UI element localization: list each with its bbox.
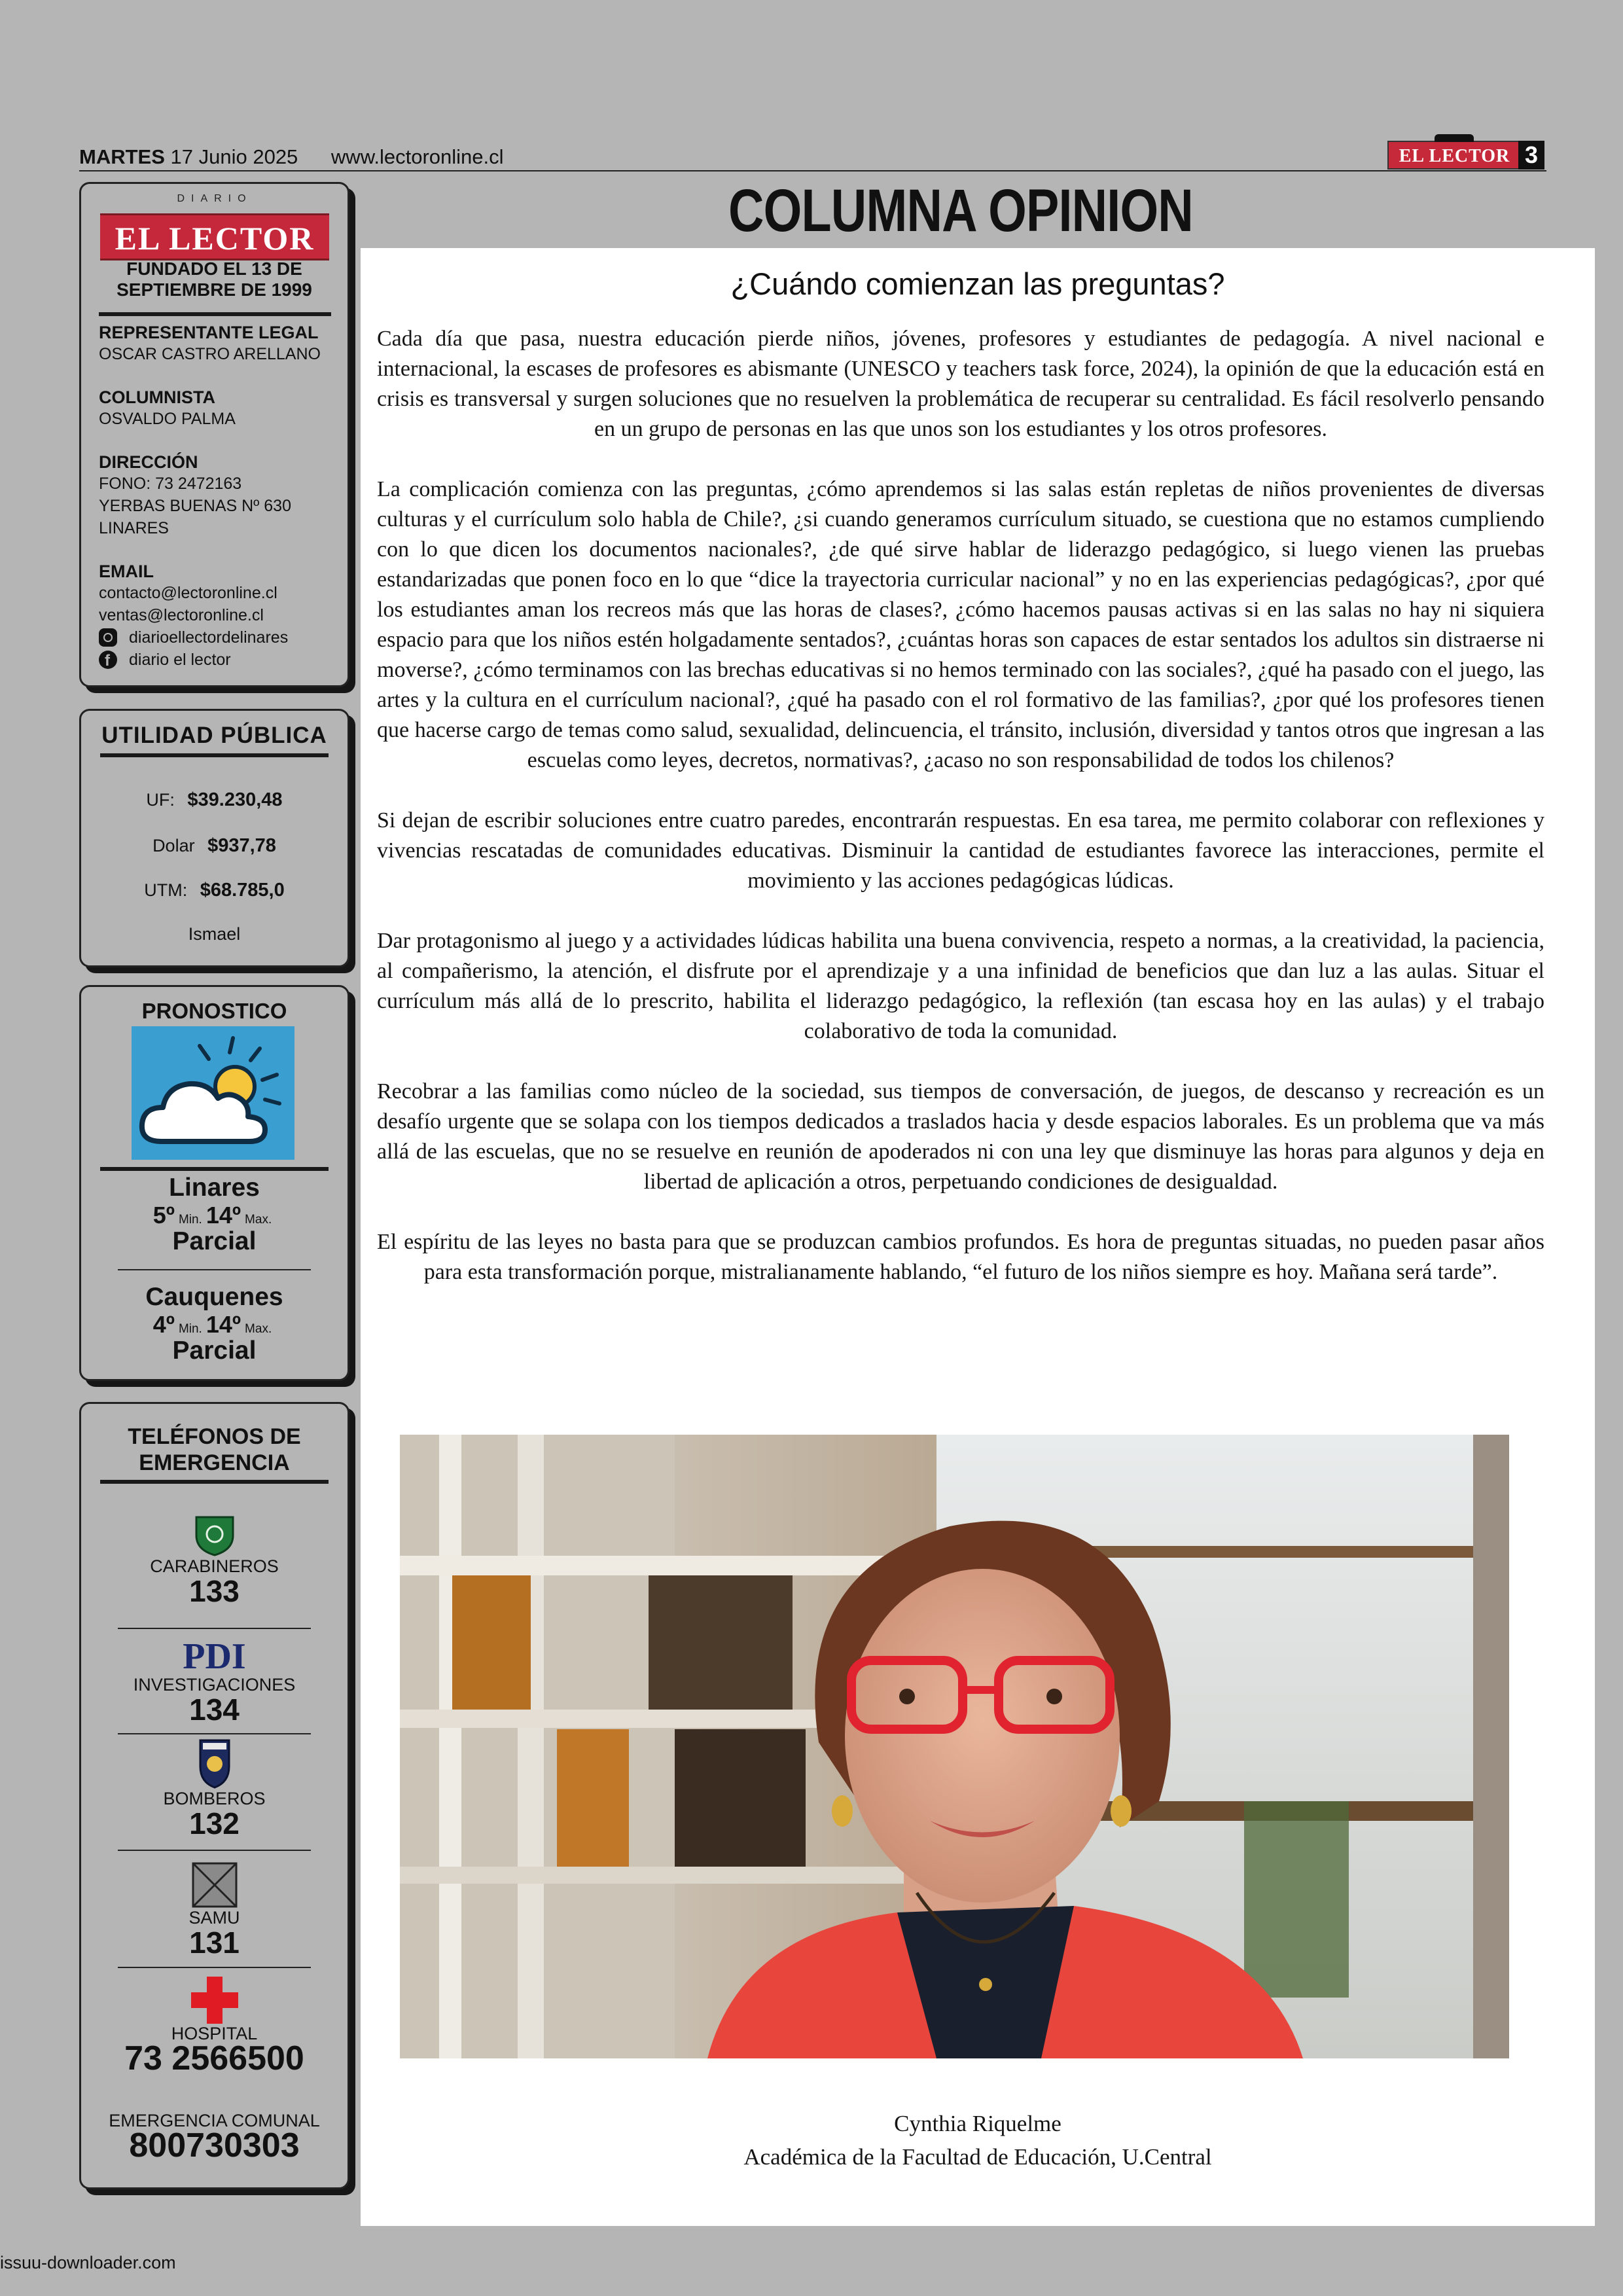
email-ventas[interactable]: ventas@lectoronline.cl [99,606,264,624]
utilidad-rule [100,753,329,757]
address-phone: FONO: 73 2472163 [99,475,242,493]
article-paragraph: Dar protagonismo al juego y a actividades lúdicas habilita una buena convivencia, respeto a normas, a la creatividad, la paciencia, al compañerismo, la atención, el disfrute por el aprendizaje y a una infinidad de beneficios que dan luz a las aulas. Situar el currículum más allá de lo prescrito, habilita el liderazgo pedagógico, la reflexión (tan escasa hoy en las aulas) y el trabajo colaborativo de toda la comunidad. [377,929,1544,1043]
linares-min: 5º [152,1202,175,1229]
pronostico-title: PRONOSTICO [141,999,287,1023]
article [361,248,1595,2226]
city-linares-name: Linares [169,1174,260,1202]
tel-emergencia-comunal-name: EMERGENCIA COMUNAL [109,2111,320,2130]
pdi-logo-icon: PDI [183,1636,246,1677]
author-photo [400,1435,1509,2058]
masthead-diario: DIARIO [177,193,253,204]
header-logo-cap [1435,134,1474,142]
samu-placeholder-icon [192,1862,238,1908]
city-cauquenes-condition: Parcial [172,1336,257,1365]
bomberos-badge-icon [195,1736,234,1789]
instagram-link[interactable] [99,626,334,649]
dolar-row [81,835,348,857]
article-paragraph: La complicación comienza con las preguntas, ¿cómo aprendemos si las salas están repletas de niños provenientes de diversas culturas y el currículum solo habla de Chile?, ¿si cuando generamos currículum situado, se cuestiona que no estamos cumpliendo con lo que dicen los documentos nacionales?, ¿de qué sirve hablar de liderazgo pedagógico, si luego vienen las pruebas estandarizadas que ponen foco en lo que “dice la trayectoria curricular nacional” y no en las experiencias pedagógicas?, ¿por qué los estudiantes aman los recreos más que las horas de clases?, ¿cómo hacemos pausas activas si en las salas no hay ni siquiera espacio para que los niños estén holgadamente sentados?, ¿cuántas horas son capaces de estar sentados los adultos sin distraerse ni moverse?, ¿cómo terminamos con las brechas educativas si no hemos terminado con las sociales?, ¿qué ha pasado con el juego, las artes y la cultura en el currículum nacional?, ¿qué ha pasado con el rol formativo de las familias?, ¿por qué los profesores tienen que hacerse cargo de temas como salud, sexualidad, delincuencia, el tránsito, inclusión, diversidad y tantos otros que ingresan a las escuelas como leyes, decretos, normativas?, ¿acaso no son responsabilidad de todos los chilenos? [377,477,1544,772]
instagram-handle: diarioellectordelinares [129,628,289,647]
tel-investigaciones-name: INVESTIGACIONES [133,1675,296,1695]
columnist-value: OSVALDO PALMA [99,410,236,428]
cauquenes-min: 4º [152,1311,175,1338]
saint-of-day: Ismael [188,924,241,944]
uf-row [81,789,348,811]
header-rule [79,170,1546,171]
tel-carabineros [81,1512,348,1606]
founded-text [81,259,348,300]
facebook-icon [99,651,117,669]
tel-bomberos-name: BOMBEROS [163,1789,266,1808]
tel-emergencia-comunal [81,2111,348,2164]
header-logo [1387,141,1522,170]
city-linares-condition: Parcial [172,1227,257,1255]
utilidad-title: UTILIDAD PÚBLICA [101,723,327,748]
carabineros-shield-icon [192,1512,237,1556]
email-contacto[interactable]: contacto@lectoronline.cl [99,584,277,602]
header-date-line [79,145,504,169]
tel-bomberos-number[interactable]: 132 [189,1806,240,1840]
city-cauquenes-name: Cauquenes [145,1283,283,1311]
footer-source: issuu-downloader.com [0,2253,176,2272]
utm-value: $68.785,0 [200,880,285,901]
dolar-value: $937,78 [207,835,276,856]
columnist-label: COLUMNISTA [99,387,215,407]
dolar-label: Dolar [152,836,195,855]
article-paragraph: Si dejan de escribir soluciones entre cuatro paredes, encontrarán respuestas. En esa tarea, me permito colaborar con reflexiones y vivencias rescatadas de comunidades educativas. Disminuir la cantidad de estudiantes favorece las interacciones, permite el movimiento y las acciones pedagógicas lúdicas. [377,808,1544,893]
cauquenes-max-label: Max. [245,1322,272,1336]
article-body [377,324,1544,1318]
tel-investigaciones-number[interactable]: 134 [189,1693,240,1727]
tel-carabineros-name: CARABINEROS [150,1556,279,1576]
tel-hospital-number[interactable]: 73 2566500 [124,2039,304,2077]
city-linares-temps [81,1202,348,1229]
author-title: Académica de la Facultad de Educación, U.Central [743,2144,1212,2170]
masthead-logo [100,193,329,260]
linares-min-label: Min. [178,1213,202,1227]
utilidad-publica-box [79,709,349,967]
linares-max: 14º [205,1202,241,1229]
city-cauquenes-temps [81,1311,348,1338]
staff-rule [99,312,331,316]
tel-samu [81,1862,348,1958]
pronostico-rule [100,1167,329,1171]
pronostico-box [79,985,349,1381]
article-paragraph: El espíritu de las leyes no basta para que se produzcan cambios profundos. Es hora de preguntas situadas, no pueden pasar años para esta transformación porque, mistralianamente hablando, “el futuro de los niños siempre es hoy. Mañana será tarde”. [377,1230,1544,1284]
address-street: YERBAS BUENAS Nº 630 [99,497,291,515]
tel-emergencia-comunal-number[interactable]: 800730303 [129,2126,300,2164]
facebook-link[interactable] [99,649,334,671]
cauquenes-min-label: Min. [178,1322,202,1336]
cauquenes-max: 14º [205,1311,241,1338]
uf-value: $39.230,48 [187,789,283,810]
staff-info [99,312,334,671]
utm-label: UTM: [144,880,188,900]
instagram-icon [99,628,117,647]
info-box [79,182,349,687]
page-number: 3 [1518,141,1544,170]
header-logo-text: EL LECTOR [1399,146,1510,166]
section-title: COLUMNA OPINION [728,177,1193,244]
tel-divider [118,1733,311,1734]
tel-hospital [81,1977,348,2077]
tel-divider [118,1850,311,1851]
telefonos-title-line-2: EMERGENCIA [139,1450,290,1475]
telefonos-title-line-1: TELÉFONOS DE [128,1424,301,1449]
header-day: MARTES [79,145,165,168]
article-paragraph: Recobrar a las familias como núcleo de la sociedad, sus tiempos de conversación, de juegos, de descanso y recreación es un desafío urgente que se solapa con los tiempos dedicados a traslados hacia y desde espacios laborales. Es un problema que va más allá de las escuelas, que no se resuelve en reunión de apoderados ni con una ley que disminuye las horas para algunos y deja en libertad de aplicación a otros, perpetuando condiciones de desigualdad. [377,1079,1544,1194]
tel-divider [118,1967,311,1968]
page-header [79,145,1545,171]
legal-label: REPRESENTANTE LEGAL [99,323,319,342]
telefonos-rule [100,1480,329,1484]
utm-row [81,880,348,901]
partly-cloudy-icon [132,1026,294,1160]
address-city: LINARES [99,519,169,537]
author-name: Cynthia Riquelme [894,2111,1061,2136]
linares-max-label: Max. [245,1213,272,1227]
pronostico-divider [118,1269,311,1270]
masthead-name: EL LECTOR [115,220,315,257]
tel-samu-number[interactable]: 131 [189,1926,240,1960]
article-headline: ¿Cuándo comienzan las preguntas? [730,266,1225,301]
red-cross-icon [191,1977,238,2024]
tel-carabineros-number[interactable]: 133 [189,1574,240,1608]
tel-divider [118,1628,311,1629]
tel-bomberos [81,1736,348,1839]
legal-value: OSCAR CASTRO ARELLANO [99,345,321,363]
telefonos-title [81,1424,348,1476]
tel-samu-name: SAMU [188,1908,240,1928]
tel-hospital-name: HOSPITAL [171,2024,258,2043]
founded-line-1: FUNDADO EL 13 DE [126,259,302,279]
address-label: DIRECCIÓN [99,452,198,472]
photo-caption [361,2107,1595,2174]
header-date: 17 Junio 2025 [170,145,298,168]
header-website-link[interactable]: www.lectoronline.cl [330,145,504,168]
tel-investigaciones [81,1638,348,1725]
facebook-handle: diario el lector [129,651,231,669]
article-paragraph: Cada día que pasa, nuestra educación pierde niños, jóvenes, profesores y estudiantes de pedagogía. A nivel nacional e internacional, la escases de profesores es abismante (UNESCO y teachers task force, 2024), la opinión de que la educación está en crisis es transversal y surgen soluciones que no resuelven la problemática de recuperar su centralidad. Es fácil resolverlo pensando en un grupo de personas en las que unos son los estudiantes y los otros profesores. [377,327,1544,441]
email-label: EMAIL [99,562,154,581]
founded-line-2: SEPTIEMBRE DE 1999 [116,279,312,300]
telefonos-emergencia-box [79,1402,349,2189]
uf-label: UF: [146,790,175,810]
